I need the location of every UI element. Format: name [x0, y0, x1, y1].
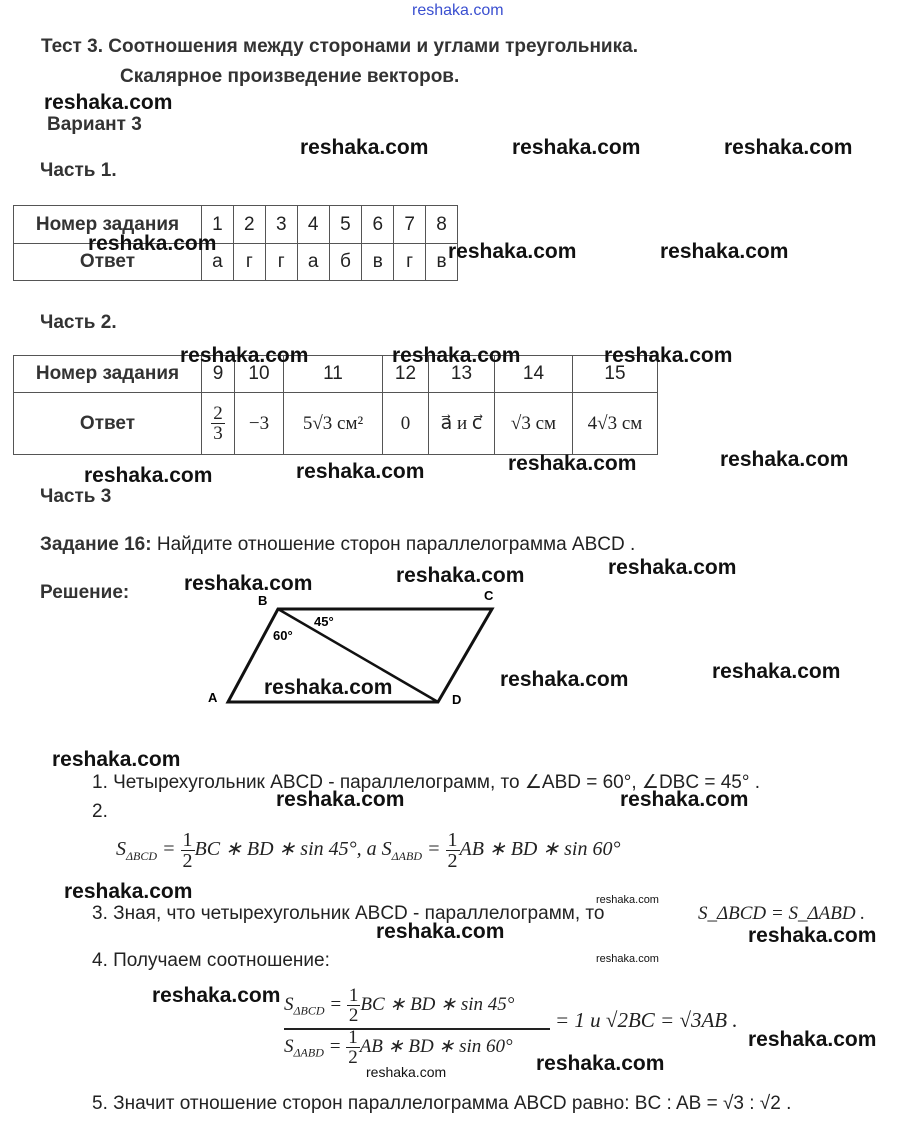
watermark: reshaka.com — [596, 953, 659, 965]
part-1-heading: Часть 1. — [40, 160, 117, 181]
title-line-2: Скалярное произведение векторов. — [120, 66, 460, 87]
task-16 — [40, 534, 635, 556]
step-1: 1. Четырехугольник ABCD - параллелограмм, то ∠ABD = 60°, ∠DBC = 45° . — [92, 772, 760, 793]
answer-header-cell: Ответ — [14, 244, 202, 281]
answer-cell: √3 см — [495, 393, 573, 455]
number-cell: 13 — [429, 356, 495, 393]
number-cell: 11 — [284, 356, 383, 393]
watermark: reshaka.com — [620, 788, 749, 811]
watermark: reshaka.com — [300, 136, 429, 159]
watermark: reshaka.com — [44, 91, 173, 114]
fraction-numerator: 2 — [213, 403, 223, 424]
watermark: reshaka.com — [376, 920, 505, 943]
watermark: reshaka.com — [84, 464, 213, 487]
number-cell: 1 — [202, 206, 234, 244]
part-2-heading: Часть 2. — [40, 312, 117, 333]
number-cell: 9 — [202, 356, 235, 393]
watermark: reshaka.com — [596, 894, 659, 906]
step-4-denominator: $S_{\Delta ABD}$ = $\frac{1}{2}$ AB ∗ BD ∗ sin 60° — [284, 1027, 513, 1068]
answer-cell — [202, 393, 235, 455]
formula-part: BC ∗ BD ∗ sin 45° — [360, 993, 515, 1015]
solution-label: Решение: — [40, 582, 130, 603]
number-cell: 8 — [426, 206, 458, 244]
watermark: reshaka.com — [52, 748, 181, 771]
step-3-formula: S_ΔBCD = S_ΔABD . — [698, 903, 866, 924]
table-row — [14, 356, 658, 393]
watermark: reshaka.com — [748, 924, 877, 947]
step-4-result: = 1 и √2BC = √3AB . — [555, 1008, 738, 1032]
watermark: reshaka.com — [604, 344, 733, 367]
vertex-b-label: B — [258, 593, 268, 608]
fraction-numerator: 1 — [447, 829, 458, 851]
answer-cell: в — [362, 244, 394, 281]
watermark: reshaka.com — [366, 1064, 447, 1080]
answer-cell: a⃗ и c⃗ — [429, 393, 495, 455]
number-cell: 14 — [495, 356, 573, 393]
step-2: 2. — [92, 801, 108, 822]
watermark: reshaka.com — [608, 556, 737, 579]
number-cell: 6 — [362, 206, 394, 244]
watermark: reshaka.com — [660, 240, 789, 263]
number-cell: 5 — [329, 206, 362, 244]
fraction-denominator: 2 — [447, 850, 458, 872]
answers-table-1 — [13, 205, 458, 281]
watermark: reshaka.com — [152, 984, 281, 1007]
watermark: reshaka.com — [448, 240, 577, 263]
watermark: reshaka.com — [512, 136, 641, 159]
header-cell: Номер задания — [14, 356, 202, 393]
watermark: reshaka.com — [508, 452, 637, 475]
number-cell: 4 — [297, 206, 329, 244]
fraction-numerator: 1 — [348, 985, 359, 1006]
watermark: reshaka.com — [724, 136, 853, 159]
fraction-denominator: 2 — [348, 1047, 358, 1068]
formula-subscript: ΔABD — [391, 849, 422, 864]
watermark: reshaka.com — [184, 572, 313, 595]
number-cell: 12 — [383, 356, 429, 393]
watermark: reshaka.com — [536, 1052, 665, 1075]
watermark: reshaka.com — [64, 880, 193, 903]
answer-cell: б — [329, 244, 362, 281]
step-4: 4. Получаем соотношение: — [92, 950, 330, 971]
step-3: 3. Зная, что четырехугольник ABCD - параллелограмм, то — [92, 903, 605, 924]
number-cell: 15 — [573, 356, 658, 393]
part-3-heading: Часть 3 — [40, 486, 112, 507]
fraction-numerator: 1 — [348, 1027, 358, 1048]
fraction-numerator: 1 — [182, 829, 193, 851]
title-line-1: Тест 3. Соотношения между сторонами и углами треугольника. — [41, 36, 638, 57]
vertex-c-label: C — [484, 588, 494, 603]
answer-header-cell: Ответ — [14, 393, 202, 455]
vertex-d-label: D — [452, 692, 462, 707]
watermark: reshaka.com — [396, 564, 525, 587]
watermark: reshaka.com — [392, 344, 521, 367]
task-16-text: Найдите отношение сторон параллелограмма ABCD . — [156, 534, 636, 555]
watermark: reshaka.com — [88, 232, 217, 255]
watermark: reshaka.com — [500, 668, 629, 691]
variant: Вариант 3 — [47, 114, 142, 135]
step-2-formula: $S_{\Delta BCD}$ = $\frac{1}{2}$ BC ∗ BD ∗ sin 45°, а $S_{\Delta ABD}$ = $\frac{1}{2}$ AB ∗ BD ∗ sin 60° — [116, 829, 621, 872]
angle-60-label: 60° — [273, 628, 293, 643]
answer-cell: г — [394, 244, 426, 281]
number-cell: 7 — [394, 206, 426, 244]
number-cell: 2 — [233, 206, 265, 244]
watermark: reshaka.com — [180, 344, 309, 367]
formula-part: AB ∗ BD ∗ sin 60° — [359, 1035, 513, 1057]
answer-cell: а — [297, 244, 329, 281]
answers-table-2 — [13, 355, 658, 455]
table-row — [14, 244, 458, 281]
fraction-denominator: 2 — [348, 1005, 359, 1026]
watermark: reshaka.com — [296, 460, 425, 483]
answer-cell: а — [202, 244, 234, 281]
watermark: reshaka.com — [712, 660, 841, 683]
header-cell: Номер задания — [14, 206, 202, 244]
task-16-label: Задание 16: — [40, 534, 152, 555]
table-row — [14, 206, 458, 244]
formula-subscript: ΔBCD — [126, 849, 158, 864]
answer-cell: 5√3 см² — [284, 393, 383, 455]
number-cell: 3 — [265, 206, 297, 244]
formula-part: AB ∗ BD ∗ sin 60° — [459, 838, 621, 861]
parallelogram-figure — [0, 580, 520, 720]
formula-part: S — [116, 838, 126, 861]
watermark: reshaka.com — [748, 1028, 877, 1051]
step-5: 5. Значит отношение сторон параллелограмма ABCD равно: BC : AB = √3 : √2 . — [92, 1093, 792, 1114]
fraction-denominator: 2 — [182, 850, 193, 872]
watermark: reshaka.com — [720, 448, 849, 471]
answer-cell: −3 — [235, 393, 284, 455]
answer-cell: г — [265, 244, 297, 281]
answer-cell: г — [233, 244, 265, 281]
angle-45-label: 45° — [314, 614, 334, 629]
number-cell: 10 — [235, 356, 284, 393]
table-row — [14, 393, 658, 455]
answer-cell: 0 — [383, 393, 429, 455]
answer-cell: 4√3 см — [573, 393, 658, 455]
watermark: reshaka.com — [264, 676, 393, 699]
watermark: reshaka.com — [412, 2, 504, 19]
step-4-numerator: $S_{\Delta BCD}$ = $\frac{1}{2}$ BC ∗ BD ∗ sin 45° — [284, 986, 550, 1030]
vertex-a-label: A — [208, 690, 218, 705]
formula-part: BC ∗ BD ∗ sin 45°, а S — [194, 838, 392, 861]
fraction-denominator: 3 — [213, 423, 223, 444]
watermark: reshaka.com — [276, 788, 405, 811]
answer-cell: в — [426, 244, 458, 281]
